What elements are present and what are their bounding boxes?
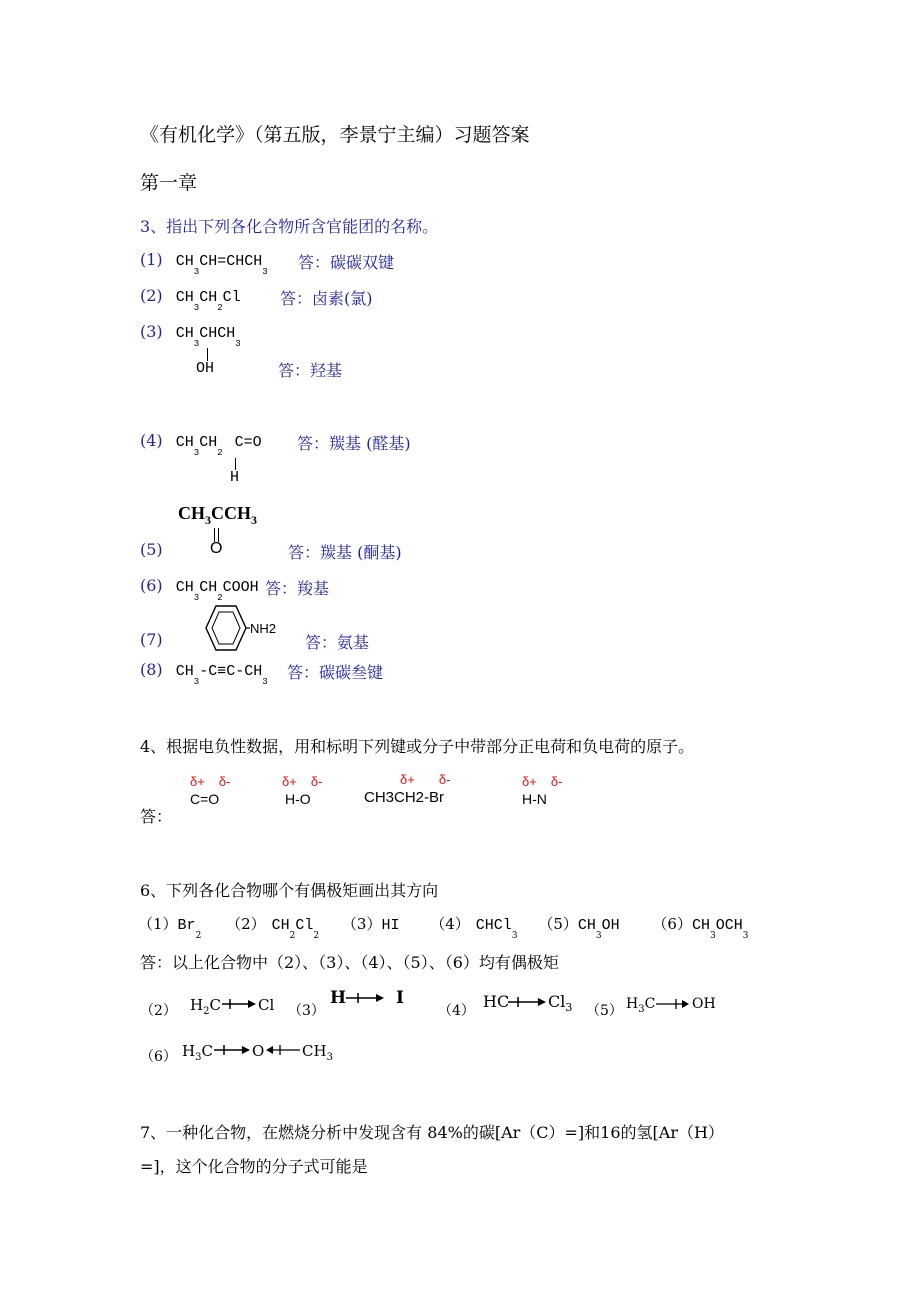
compound-4: （4） CHCl$_3$ (430, 915, 518, 941)
dipole-arrow-icon (222, 996, 258, 1012)
item-number: (3) (140, 322, 163, 341)
dipole-arrow-icon (346, 990, 386, 1006)
q3-item-6 (140, 576, 259, 603)
q6-question: 6、下列各化合物哪个有偶极矩画出其方向 (140, 881, 439, 900)
q3-answer-6: 答：羧基 (265, 579, 330, 598)
q4-question: 4、根据电负性数据，用和标明下列键或分子中带部分正电荷和负电荷的原子。 (140, 737, 695, 756)
molecule-hn: H-N (522, 791, 547, 807)
q3-answer-8: 答：碳碳叁键 (287, 663, 384, 682)
item-number: (4) (140, 431, 163, 450)
item-number: (2) (140, 286, 163, 305)
dipole-2-left: $H_2C$ (190, 996, 221, 1017)
compound-3: （3）HI (341, 915, 400, 934)
dipole-6-left: $H_3C$ (182, 1042, 213, 1063)
dipole-6-number: （6） (140, 1049, 177, 1065)
molecule-ho: H-O (285, 791, 311, 807)
compound-2: （2） $CH_2Cl_2$ (226, 915, 320, 941)
substituent: H (230, 469, 240, 486)
dipole-6-mid: O (252, 1042, 265, 1060)
dipole-5-right: OH (692, 996, 716, 1012)
partial-charges-co: δ+ δ- (190, 774, 231, 789)
oxygen-atom: O (210, 540, 223, 557)
q3-question: 3、指出下列各化合物所含官能团的名称。 (140, 217, 439, 236)
ketone-structure: $CH_3CCH_3$ (178, 503, 257, 527)
item-number: (1) (140, 250, 163, 269)
partial-charges-hn: δ+ δ- (522, 774, 563, 789)
dipole-3-left: H (330, 988, 347, 1008)
item-number: (7) (140, 630, 163, 649)
dipole-arrow-icon (508, 994, 548, 1010)
formula: $CH_3CH=CHCH_3$ (175, 253, 268, 277)
dipole-arrow-reverse-icon (264, 1042, 302, 1058)
q6-answer: 答：以上化合物中（2）、（3）、（4）、（5）、（6）均有偶极矩 (140, 953, 559, 972)
q7-line-1: 7、一种化合物，在燃烧分析中发现含有 84%的碳[Ar（C）=]和16的氢[Ar（H） (140, 1123, 724, 1142)
chapter-heading: 第一章 (140, 172, 198, 194)
amino-group: NH2 (250, 621, 277, 636)
formula: $CH_3CH_2Cl$ (175, 289, 241, 313)
molecule-ch3ch2br: CH3CH2-Br (364, 789, 445, 806)
molecule-co: C=O (190, 791, 220, 807)
dipole-3-right: I (396, 988, 404, 1008)
compound-5: $(5)CH_3OH$ (538, 915, 620, 941)
dipole-4-left: HC (483, 992, 510, 1011)
q3-answer-3: 答：羟基 (278, 361, 343, 380)
dipole-2-right: Cl (258, 996, 275, 1014)
compound-1: $(1)Br_2$ (138, 915, 202, 941)
formula: $CH_3CH_2COOH$ (175, 579, 259, 603)
dipole-4-number: （4） (438, 1003, 475, 1019)
q3-answer-1: 答：碳碳双键 (298, 253, 395, 272)
formula: $CH_3CH_2C=O$ (175, 434, 262, 458)
dipole-2-number: （2） (140, 1003, 177, 1019)
formula: $CH_3CHCH_3$ (175, 325, 241, 349)
item-number: (8) (140, 660, 163, 679)
dipole-6-right: $CH_3$ (302, 1042, 333, 1063)
q3-item-2 (140, 286, 241, 313)
item-number: (6) (140, 576, 163, 595)
dipole-3-number: （3） (288, 1003, 325, 1019)
q3-item-3 (140, 322, 241, 349)
partial-charges-br: δ+ δ- (400, 772, 451, 787)
q7-line-2: =]，这个化合物的分子式可能是 (140, 1157, 368, 1176)
page-title: 《有机化学》（第五版，李景宁主编）习题答案 (140, 124, 530, 146)
q3-answer-5: 答：羰基 (酮基) (288, 543, 402, 562)
dipole-5-left: $H_3C$ (626, 996, 656, 1015)
q6-compounds (138, 913, 749, 941)
compound-6: $(6)CH_3OCH_3$ (652, 915, 749, 941)
q3-answer-7: 答：氨基 (305, 633, 370, 652)
dipole-4-right: $Cl_3$ (548, 992, 573, 1014)
partial-charges-ho: δ+ δ- (282, 774, 323, 789)
item-number: (5) (140, 540, 163, 559)
q3-item-8 (140, 660, 268, 687)
q3-answer-4: 答：羰基 (醛基) (297, 434, 411, 453)
formula: $CH_3-C\equiv C-CH_3$ (175, 663, 268, 687)
dipole-arrow-icon (214, 1042, 252, 1058)
q4-answer-label: 答： (140, 807, 173, 826)
substituent: OH (196, 360, 215, 377)
q3-item-4 (140, 431, 262, 458)
dipole-arrow-icon (656, 996, 692, 1012)
q3-item-1 (140, 250, 268, 277)
dipole-5-number: （5） (586, 1003, 623, 1019)
q3-answer-2: 答：卤素(氯) (280, 289, 373, 308)
